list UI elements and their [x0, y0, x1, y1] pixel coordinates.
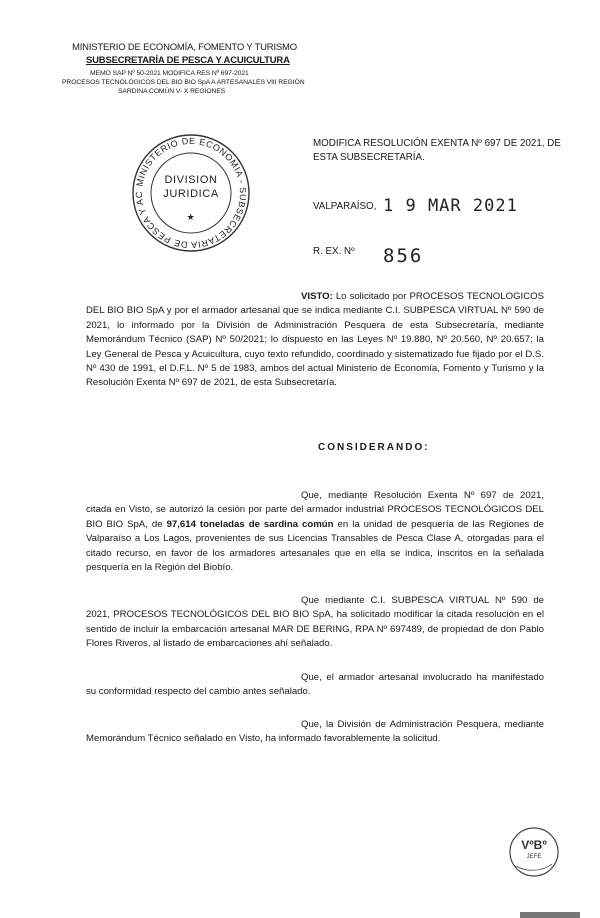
vb-label: VºBº: [521, 838, 547, 852]
scan-edge-mark: [520, 912, 580, 918]
considerando-paragraph-1: [86, 489, 544, 575]
visto-text: Lo solicitado por PROCESOS TECNOLOGICOS DEL BIO BIO SpA y por el armador artesanal que se indica mediante C.I. SUBPESCA VIRTUAL Nº 590 de 2021, lo informado por la División de Administración Pesquera de esta Subsecretaría, mediante Memorándum Técnico (SAP) Nº 50/2021; lo dispuesto en las Leyes Nº 19.880, Nº 20.560, Nº 20.657; la Ley General de Pesca y Acuicultura, cuyo texto refundido, coordinado y sistematizado fue fijado por el D.S. Nº 430 de 1991, el D.F.L. Nº 5 de 1983, ambos del actual Ministerio de Economía, Fomento y Turismo y la Resolución Exenta Nº 697 de 2021, de esta Subsecretaría.: [86, 291, 544, 389]
subject-line-1: MODIFICA RESOLUCIÓN EXENTA Nº 697 DE 2021, DE: [313, 138, 561, 149]
considerando-heading: CONSIDERANDO:: [318, 442, 430, 453]
subsecretaria-name: SUBSECRETARÍA DE PESCA Y ACUICULTURA: [86, 55, 290, 66]
stamp-ring-text: MINISTERIO DE ECONOMIA - SUBSECRETARIA DE PESCA Y AC: [133, 135, 249, 251]
p1-start: Que, mediante Resolución Exenta Nº 697 de 2021, citada en Visto, se autorizó la cesión por parte del armador industrial PROCESOS TECNOLÓGICOS DEL BIO BIO SpA, de: [86, 490, 544, 530]
visto-paragraph: [86, 290, 544, 391]
stamp-division-label: DIVISION: [164, 174, 218, 186]
vb-sub-label: JEFE: [526, 854, 542, 860]
rex-number: 856: [383, 245, 424, 267]
subject-line-2: ESTA SUBSECRETARÍA.: [313, 152, 425, 163]
place-label: VALPARAÍSO,: [313, 201, 377, 212]
division-juridica-stamp: [130, 132, 252, 254]
considerando-paragraph-3: Que, el armador artesanal involucrado ha manifestado su conformidad respecto del cambio antes señalado.: [86, 672, 544, 698]
p1-end: en la unidad de pesquería de las Regiones de Valparaíso a Los Lagos, provenientes de sus Licencias Transables de Pesca Clase A, otorgadas para el citado recurso, en favor de los armadores artesanales que en ella se indica, inscritos en la señalada pesquería en la Región del Biobío.: [86, 518, 545, 574]
visto-label: VISTO:: [301, 291, 333, 302]
considerando-paragraph-4: Que, la División de Administración Pesquera, mediante Memorándum Técnico señalado en Visto, ha informado favorablemente la solicitud.: [86, 719, 544, 745]
fishery-reference: SARDINA COMÚN V- X REGIONES: [118, 88, 226, 95]
subject: [313, 137, 561, 165]
p1-tonnage: 97,614 toneladas de sardina común: [166, 518, 334, 530]
company-reference: PROCESOS TECNOLÓGICOS DEL BIO BIO SpA A ARTESANALES VIII REGIÓN: [62, 79, 305, 86]
rex-label: R. EX. Nº: [313, 246, 355, 257]
date-stamp: 1 9 MAR 2021: [383, 196, 518, 216]
ministry-name: MINISTERIO DE ECONOMÍA, FOMENTO Y TURISMO: [72, 42, 297, 53]
stamp-star-icon: ★: [186, 212, 196, 222]
vb-stamp-ring: [508, 826, 560, 878]
memo-reference: MEMO SAP Nº 50-2021 MODIFICA RES Nº 697-2021: [90, 70, 249, 77]
stamp-juridica-label: JURIDICA: [163, 188, 219, 200]
vb-stamp: [508, 826, 560, 878]
considerando-paragraph-2: Que mediante C.I. SUBPESCA VIRTUAL Nº 590 de 2021, PROCESOS TECNOLÓGICOS DEL BIO BIO SpA, ha solicitado modificar la citada resolución en el sentido de incluir la embarcación artesanal MAR DE BERING, RPA Nº 697489, de propiedad de don Pablo Flores Riveros, al listado de embarcaciones ahí señalado.: [86, 595, 544, 650]
